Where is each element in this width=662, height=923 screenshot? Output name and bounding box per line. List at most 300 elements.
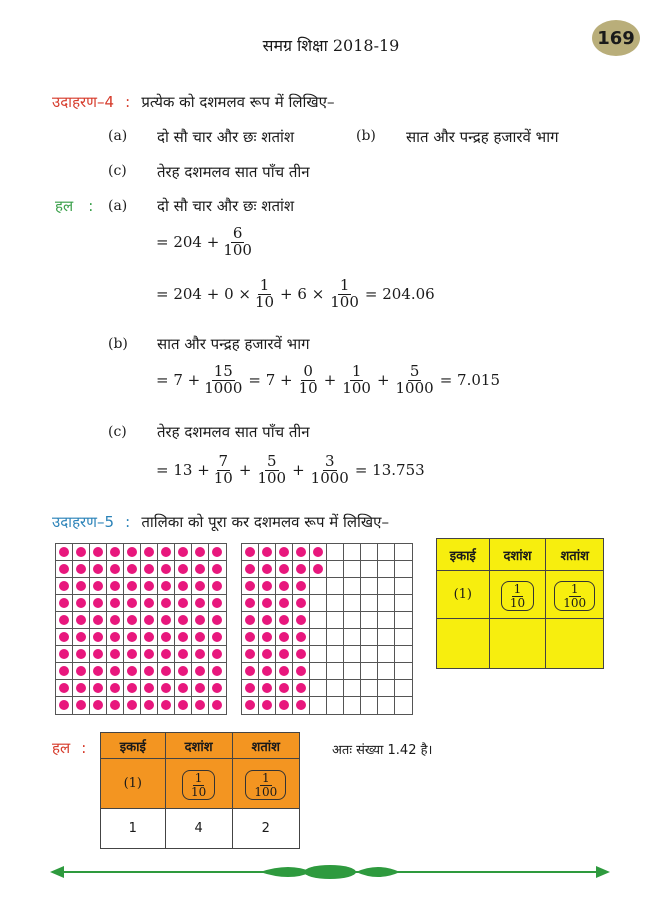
numerator: 1 (259, 276, 270, 294)
grid-cell (242, 663, 259, 680)
grid-cell (90, 697, 107, 714)
grid-cell (327, 680, 344, 697)
numerator: 5 (266, 452, 277, 470)
grid-cell (56, 544, 73, 561)
grid-cell (175, 595, 192, 612)
grid-dot (178, 598, 188, 608)
grid-dot (144, 547, 154, 557)
ex4-item-b-mark: (b) (356, 128, 376, 144)
ex4-item-a-mark: (a) (108, 128, 128, 144)
grid-cell (293, 561, 310, 578)
fraction (340, 364, 373, 397)
grid-cell (259, 544, 276, 561)
grid-cell (310, 697, 327, 714)
answer-hundredths-digit: 2 (232, 809, 299, 849)
fraction (328, 278, 361, 311)
grid-cell (293, 697, 310, 714)
grid-dot (144, 598, 154, 608)
grid-dot (279, 666, 289, 676)
blank-cell-hundredths (546, 619, 604, 669)
grid-dot (212, 632, 222, 642)
grid-cell (107, 595, 124, 612)
grid-dot (110, 598, 120, 608)
grid-dot (59, 547, 69, 557)
fraction (252, 772, 279, 798)
plus-sign: + (238, 461, 252, 480)
fraction (253, 278, 276, 311)
grid-cell (327, 646, 344, 663)
denominator: 100 (257, 468, 287, 487)
denominator: 10 (213, 468, 233, 487)
sol4-a-mark: (a) (108, 198, 128, 214)
fraction (508, 583, 527, 609)
grid-dot (212, 666, 222, 676)
plus-sign: + (376, 371, 390, 390)
grid-dot (245, 683, 255, 693)
grid-cell (124, 612, 141, 629)
grid-dot (296, 632, 306, 642)
grid-cell (158, 697, 175, 714)
grid-cell (107, 680, 124, 697)
grid-cell (395, 578, 412, 595)
grid-dot (212, 564, 222, 574)
grid-dot (93, 649, 103, 659)
grid-cell (293, 663, 310, 680)
grid-cell (344, 629, 361, 646)
fraction (561, 583, 588, 609)
grid-cell (209, 595, 226, 612)
answer-statement: अतः संख्या 1.42 है। (332, 743, 433, 758)
hundred-grid-full (55, 543, 227, 715)
grid-dot (279, 700, 289, 710)
grid-cell (124, 578, 141, 595)
answer-tenths-digit: 4 (165, 809, 232, 849)
grid-cell (209, 663, 226, 680)
solution4-colon: : (88, 197, 94, 215)
grid-cell (259, 697, 276, 714)
denominator: 100 (563, 595, 587, 610)
grid-dot (178, 632, 188, 642)
grid-cell (158, 646, 175, 663)
sol4-b-text: सात और पन्द्रह हजारवें भाग (157, 335, 310, 353)
grid-cell (276, 612, 293, 629)
numerator: 0 (303, 362, 313, 380)
grid-dot (279, 564, 289, 574)
grid-dot (262, 649, 272, 659)
grid-dot (144, 581, 154, 591)
answer-units-place: (1) (101, 759, 166, 809)
grid-cell (361, 697, 378, 714)
example5-heading (52, 512, 389, 532)
solution5-heading (52, 738, 92, 758)
grid-dot (144, 632, 154, 642)
grid-dot (245, 547, 255, 557)
blank-cell-units (437, 619, 490, 669)
grid-cell (175, 629, 192, 646)
grid-cell (56, 561, 73, 578)
grid-cell (395, 595, 412, 612)
grid-dot (144, 683, 154, 693)
grid-dot (161, 683, 171, 693)
grid-cell (73, 646, 90, 663)
grid-dot (212, 615, 222, 625)
grid-cell (395, 663, 412, 680)
grid-cell (56, 578, 73, 595)
header-hundredths: शतांश (546, 539, 604, 571)
grid-cell (56, 629, 73, 646)
grid-dot (59, 649, 69, 659)
grid-cell (276, 595, 293, 612)
grid-cell (124, 561, 141, 578)
grid-dot (262, 700, 272, 710)
bracketed-fraction (245, 770, 286, 800)
denominator: 100 (223, 240, 252, 259)
grid-cell (259, 680, 276, 697)
ex4-item-b-text: सात और पन्द्रह हजारवें भाग (406, 128, 559, 146)
grid-dot (127, 598, 137, 608)
grid-dot (296, 700, 306, 710)
grid-cell (344, 578, 361, 595)
grid-dot (93, 564, 103, 574)
header-tenths: दशांश (489, 539, 546, 571)
grid-dot (127, 615, 137, 625)
grid-cell (310, 612, 327, 629)
grid-cell (327, 629, 344, 646)
grid-dot (262, 632, 272, 642)
grid-cell (327, 612, 344, 629)
grid-cell (107, 612, 124, 629)
grid-cell (395, 680, 412, 697)
grid-cell (158, 578, 175, 595)
grid-dot (93, 615, 103, 625)
fraction (189, 772, 208, 798)
fraction (202, 364, 244, 397)
grid-cell (141, 544, 158, 561)
grid-cell (141, 578, 158, 595)
grid-dot (262, 598, 272, 608)
grid-dot (178, 649, 188, 659)
grid-dot (262, 615, 272, 625)
header-units: इकाई (437, 539, 490, 571)
grid-cell (344, 663, 361, 680)
grid-dot (59, 598, 69, 608)
plus-sign: + (292, 461, 305, 480)
grid-dot (195, 581, 205, 591)
grid-cell (276, 697, 293, 714)
decorative-divider (50, 860, 610, 884)
grid-dot (76, 564, 86, 574)
sol4-c-result: = 13.753 (354, 461, 425, 480)
sol4-b-mid: = 7 + (248, 371, 293, 390)
grid-cell (310, 663, 327, 680)
grid-cell (310, 561, 327, 578)
sol4-b-mark: (b) (108, 336, 128, 352)
grid-cell (107, 697, 124, 714)
grid-cell (73, 544, 90, 561)
grid-cell (310, 544, 327, 561)
grid-dot (195, 547, 205, 557)
numerator: 1 (194, 770, 203, 785)
grid-cell (259, 646, 276, 663)
grid-cell (73, 578, 90, 595)
grid-dot (245, 615, 255, 625)
solution5-colon: : (81, 739, 87, 757)
grid-cell (310, 629, 327, 646)
grid-cell (209, 578, 226, 595)
grid-dot (262, 581, 272, 591)
grid-cell (327, 595, 344, 612)
fraction (394, 364, 436, 397)
grid-cell (378, 561, 395, 578)
example5-colon: : (125, 513, 131, 531)
denominator: 100 (342, 378, 371, 397)
numerator: 3 (324, 452, 335, 470)
example5-instruction: तालिका को पूरा कर दशमलव रूप में लिखिए– (141, 513, 389, 531)
example4-heading (52, 92, 334, 112)
grid-dot (178, 683, 188, 693)
numerator: 5 (409, 362, 420, 380)
grid-dot (144, 666, 154, 676)
grid-cell (124, 646, 141, 663)
grid-cell (192, 680, 209, 697)
grid-cell (209, 697, 226, 714)
grid-dot (212, 581, 222, 591)
grid-dot (76, 683, 86, 693)
grid-cell (242, 612, 259, 629)
grid-dot (262, 547, 272, 557)
grid-cell (327, 697, 344, 714)
grid-dot (93, 683, 103, 693)
grid-dot (144, 649, 154, 659)
fraction (297, 364, 320, 397)
denominator: 10 (254, 292, 275, 311)
fraction (309, 454, 351, 487)
grid-cell (158, 544, 175, 561)
grid-cell (124, 629, 141, 646)
grid-cell (293, 544, 310, 561)
grid-dot (93, 598, 103, 608)
grid-dot (59, 632, 69, 642)
grid-cell (276, 561, 293, 578)
grid-dot (110, 547, 120, 557)
grid-dot (76, 598, 86, 608)
grid-cell (242, 629, 259, 646)
grid-dot (127, 649, 137, 659)
grid-cell (175, 612, 192, 629)
denominator: 10 (298, 378, 318, 397)
grid-dot (296, 615, 306, 625)
grid-cell (158, 612, 175, 629)
grid-cell (378, 629, 395, 646)
grid-dot (195, 683, 205, 693)
grid-cell (141, 612, 158, 629)
page-header: समग्र शिक्षा 2018-19 (262, 36, 400, 55)
grid-cell (73, 697, 90, 714)
numerator: 15 (213, 362, 233, 380)
grid-cell (344, 595, 361, 612)
grid-dot (127, 700, 137, 710)
grid-dot (178, 666, 188, 676)
grid-dot (110, 581, 120, 591)
grid-cell (90, 680, 107, 697)
grid-dot (76, 700, 86, 710)
grid-dot (76, 632, 86, 642)
denominator: 1000 (310, 468, 349, 487)
grid-cell (141, 646, 158, 663)
numerator: 7 (218, 452, 229, 470)
grid-dot (161, 700, 171, 710)
place-value-table (436, 538, 604, 669)
grid-dot (161, 615, 171, 625)
grid-dot (313, 564, 323, 574)
grid-cell (327, 561, 344, 578)
grid-dot (313, 547, 323, 557)
grid-cell (158, 629, 175, 646)
grid-dot (279, 598, 289, 608)
ex4-item-a-text: दो सौ चार और छः शतांश (157, 128, 295, 146)
grid-cell (107, 646, 124, 663)
grid-dot (212, 598, 222, 608)
grid-cell (395, 544, 412, 561)
grid-cell (378, 663, 395, 680)
grid-cell (56, 646, 73, 663)
grid-dot (110, 564, 120, 574)
grid-cell (175, 663, 192, 680)
grid-dot (93, 700, 103, 710)
answer-tenths-place (165, 759, 232, 809)
grid-cell (90, 544, 107, 561)
grid-dot (110, 649, 120, 659)
grid-cell (378, 680, 395, 697)
solution5-label: हल (52, 739, 71, 757)
grid-dot (59, 683, 69, 693)
sol4-c-mark: (c) (108, 424, 127, 440)
grid-cell (259, 612, 276, 629)
grid-cell (192, 612, 209, 629)
grid-dot (195, 615, 205, 625)
grid-dot (212, 547, 222, 557)
grid-dot (279, 615, 289, 625)
grid-dot (76, 615, 86, 625)
grid-cell (378, 544, 395, 561)
numerator: 1 (513, 581, 522, 596)
grid-dot (127, 666, 137, 676)
fraction (212, 454, 235, 487)
grid-cell (90, 578, 107, 595)
solution4-heading (55, 196, 103, 216)
grid-cell (175, 578, 192, 595)
grid-dot (195, 564, 205, 574)
grid-dot (93, 632, 103, 642)
answer-header-units: इकाई (101, 733, 166, 759)
grid-cell (158, 561, 175, 578)
grid-cell (395, 646, 412, 663)
grid-dot (161, 666, 171, 676)
bracketed-fraction (554, 581, 595, 611)
numerator: 1 (339, 276, 350, 294)
grid-cell (192, 697, 209, 714)
grid-cell (259, 629, 276, 646)
grid-dot (296, 581, 306, 591)
grid-dot (127, 547, 137, 557)
grid-dot (245, 649, 255, 659)
grid-cell (56, 595, 73, 612)
sol4-b-line (156, 364, 502, 397)
grid-cell (192, 663, 209, 680)
grid-dot (161, 564, 171, 574)
grid-dot (245, 564, 255, 574)
grid-cell (175, 646, 192, 663)
grid-dot (161, 547, 171, 557)
grid-cell (73, 561, 90, 578)
grid-cell (124, 680, 141, 697)
grid-dot (93, 581, 103, 591)
sol4-a-text: दो सौ चार और छः शतांश (157, 197, 295, 215)
grid-cell (90, 561, 107, 578)
grid-cell (395, 629, 412, 646)
grid-dot (76, 649, 86, 659)
grid-dot (245, 632, 255, 642)
grid-dot (296, 598, 306, 608)
grid-cell (242, 680, 259, 697)
grid-dot (279, 581, 289, 591)
numerator: 6 (232, 224, 243, 242)
grid-cell (158, 663, 175, 680)
grid-cell (209, 561, 226, 578)
grid-dot (245, 581, 255, 591)
grid-cell (56, 663, 73, 680)
grid-dot (144, 700, 154, 710)
grid-cell (293, 680, 310, 697)
grid-cell (107, 663, 124, 680)
grid-dot (59, 700, 69, 710)
grid-cell (378, 697, 395, 714)
grid-dot (59, 666, 69, 676)
grid-cell (175, 697, 192, 714)
grid-dot (110, 683, 120, 693)
grid-cell (242, 697, 259, 714)
grid-cell (276, 663, 293, 680)
sol4-a-line2 (156, 278, 437, 311)
grid-dot (296, 547, 306, 557)
grid-cell (107, 629, 124, 646)
grid-cell (276, 646, 293, 663)
numerator: 1 (261, 770, 270, 785)
divider-arrow-right (596, 866, 610, 878)
grid-dot (110, 666, 120, 676)
grid-dot (195, 649, 205, 659)
grid-cell (90, 629, 107, 646)
grid-dot (76, 581, 86, 591)
bracketed-fraction (501, 581, 534, 611)
grid-cell (192, 595, 209, 612)
grid-cell (242, 595, 259, 612)
grid-cell (395, 561, 412, 578)
grid-cell (56, 697, 73, 714)
example4-instruction: प्रत्येक को दशमलव रूप में लिखिए– (141, 93, 335, 111)
grid-cell (310, 595, 327, 612)
grid-cell (124, 663, 141, 680)
grid-dot (245, 598, 255, 608)
grid-cell (124, 544, 141, 561)
ex4-item-c-text: तेरह दशमलव सात पाँच तीन (157, 163, 310, 181)
grid-dot (93, 547, 103, 557)
grid-cell (344, 544, 361, 561)
grid-cell (73, 663, 90, 680)
grid-cell (361, 612, 378, 629)
grid-dot (127, 581, 137, 591)
denominator: 1000 (204, 378, 243, 397)
